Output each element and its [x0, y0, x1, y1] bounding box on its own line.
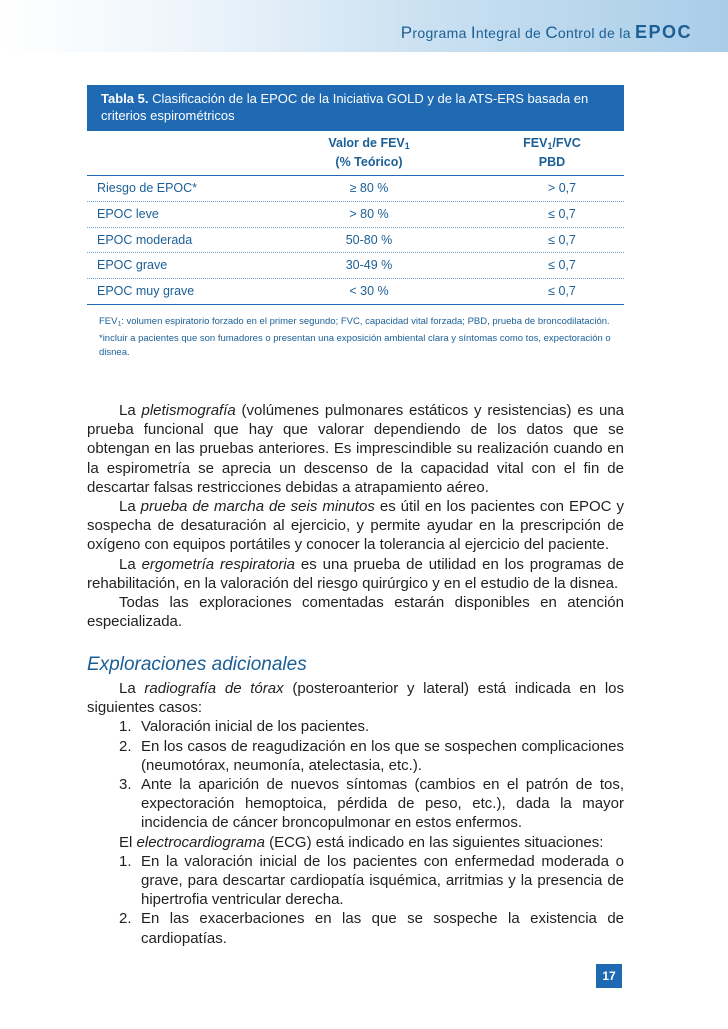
ratio-value: ≤ 0,7: [548, 232, 576, 247]
subscript: 1: [117, 320, 122, 328]
classification-table: [87, 85, 624, 360]
table-footnotes: [87, 315, 624, 360]
row-label: Riesgo de EPOC*: [97, 181, 198, 195]
text: El: [119, 833, 137, 851]
column-header-text: FEV: [523, 136, 548, 150]
list-number: 2.: [119, 910, 132, 928]
footnote-text: FEV: [99, 315, 118, 327]
text: es una prueba de utilidad en los programas de rehabilitación, en la valoración del riesgo quirúrgico y en el estudio de la disnea.: [87, 555, 625, 592]
column-header-text: Valor de FEV: [328, 136, 405, 150]
header-initial: I: [470, 23, 476, 42]
list-item: [87, 852, 624, 910]
list-text: Valoración inicial de los pacientes.: [141, 718, 370, 736]
running-header: [401, 22, 692, 43]
paragraph: [87, 679, 624, 717]
fev1-value: 50-80 %: [345, 232, 393, 247]
row-label: EPOC grave: [97, 258, 168, 273]
text: (ECG) está indicado en las siguientes situaciones:: [264, 833, 604, 851]
row-label: EPOC muy grave: [97, 284, 195, 299]
table-row: [87, 228, 624, 254]
paragraph: Todas las exploraciones comentadas estarán disponibles en atención especializada.: [87, 594, 624, 631]
table-row: [87, 279, 624, 305]
header-acronym: EPOC: [634, 22, 692, 42]
ratio-value: ≤ 0,7: [548, 284, 576, 299]
list-number: 1.: [119, 718, 132, 736]
body-paragraphs: [87, 401, 624, 631]
subscript: 1: [547, 141, 553, 152]
emphasis: radiografía de tórax: [144, 680, 284, 697]
ecg-list: [87, 852, 624, 948]
header-word: rograma: [412, 25, 471, 41]
list-number: 2.: [119, 737, 132, 755]
list-text: En las exacerbaciones en las que se sospeche la existencia de cardiopatías.: [141, 910, 624, 947]
header-word: ntegral de: [475, 25, 546, 41]
table-header-row: [87, 131, 624, 176]
ratio-value: ≤ 0,7: [548, 258, 576, 273]
radiography-list: [87, 717, 624, 832]
list-item: [87, 737, 624, 775]
footnote-text: : volumen espiratorio forzado en el primer segundo; FVC, capacidad vital forzada; PBD, prueba de broncodilatación.: [121, 315, 610, 327]
subscript: 1: [404, 141, 410, 152]
text: La: [119, 680, 145, 697]
header-initial: C: [545, 23, 558, 42]
text: La: [119, 555, 142, 573]
list-number: 1.: [119, 852, 132, 870]
row-label: EPOC moderada: [97, 232, 193, 247]
table-caption-text: Clasificación de la EPOC de la Iniciativa GOLD y de la ATS-ERS basada en criterios espirométricos: [101, 91, 589, 123]
paragraph: [87, 833, 624, 852]
paragraph: [87, 401, 624, 497]
row-label: EPOC leve: [97, 206, 159, 221]
emphasis: pletismografía: [141, 402, 236, 419]
page-number: 17: [596, 964, 622, 988]
fev1-value: < 30 %: [349, 284, 389, 299]
table-row: [87, 202, 624, 228]
column-header-text: (% Teórico): [335, 155, 403, 170]
text: (posteroanterior y lateral) está indicada en los siguientes casos:: [87, 680, 625, 717]
list-item: [87, 909, 624, 947]
column-header-text: /FVC: [552, 136, 581, 150]
table-body: [87, 176, 624, 305]
ratio-value: ≤ 0,7: [548, 206, 576, 221]
list-text: En la valoración inicial de los pacientes con enfermedad moderada o grave, para descartar cardiopatía isquémica, arritmias y la presencia de hipertrofia ventricular derecha.: [141, 852, 624, 909]
column-header-text: PBD: [538, 155, 566, 170]
column-header-fev1: [309, 135, 429, 170]
text: es útil en los pacientes con EPOC y sospecha de desaturación al ejercicio, y permite ayudar en la prescripción de oxígeno con equipos portátiles y conocer la tolerancia al ejercicio del paciente.: [87, 498, 624, 554]
header-initial: P: [400, 23, 413, 42]
footnote-abbreviations: [99, 315, 618, 332]
table-row: [87, 176, 624, 202]
text: (volúmenes pulmonares estáticos y resistencias) es una prueba funcional que hay que valorar dependiendo de los datos que se obtengan en las pruebas anteriores. Es imprescindible su realización cuando en la espirometría se aprecia un descenso de la capacidad vital con el fin de descartar falsas restricciones debidas a atrapamiento aéreo.: [87, 402, 625, 496]
footnote-asterisk: *incluir a pacientes que son fumadores o presentan una exposición ambiental clara y síntomas como tos, expectoración o disnea.: [99, 332, 611, 358]
list-text: En los casos de reagudización en los que se sospechen complicaciones (neumotórax, neumonía, atelectasia, etc.).: [141, 737, 624, 774]
text: La: [119, 402, 142, 419]
column-header-ratio: [492, 135, 612, 170]
list-number: 3.: [119, 776, 132, 794]
list-text: Ante la aparición de nuevos síntomas (cambios en el patrón de tos, expectoración hemoptoica, pérdida de peso, etc.), dada la mayor incidencia de cáncer broncopulmonar en estos enfermos.: [141, 776, 624, 832]
text: La: [119, 498, 141, 516]
emphasis: electrocardiograma: [136, 833, 265, 851]
fev1-value: 30-49 %: [345, 258, 393, 273]
emphasis: ergometría respiratoria: [141, 555, 296, 573]
table-caption: [87, 85, 624, 131]
section-title: Exploraciones adicionales: [87, 654, 307, 675]
list-item: [87, 717, 624, 736]
fev1-value: > 80 %: [349, 206, 389, 221]
emphasis: prueba de marcha de seis minutos: [140, 498, 375, 516]
paragraph: [87, 555, 624, 593]
section-content: [87, 679, 624, 948]
list-item: [87, 775, 624, 833]
ratio-value: > 0,7: [547, 181, 577, 195]
fev1-value: ≥ 80 %: [349, 181, 389, 195]
paragraph: [87, 497, 624, 555]
header-word: ontrol de la: [557, 25, 635, 41]
table-caption-label: Tabla 5.: [101, 91, 149, 106]
table-row: [87, 253, 624, 279]
